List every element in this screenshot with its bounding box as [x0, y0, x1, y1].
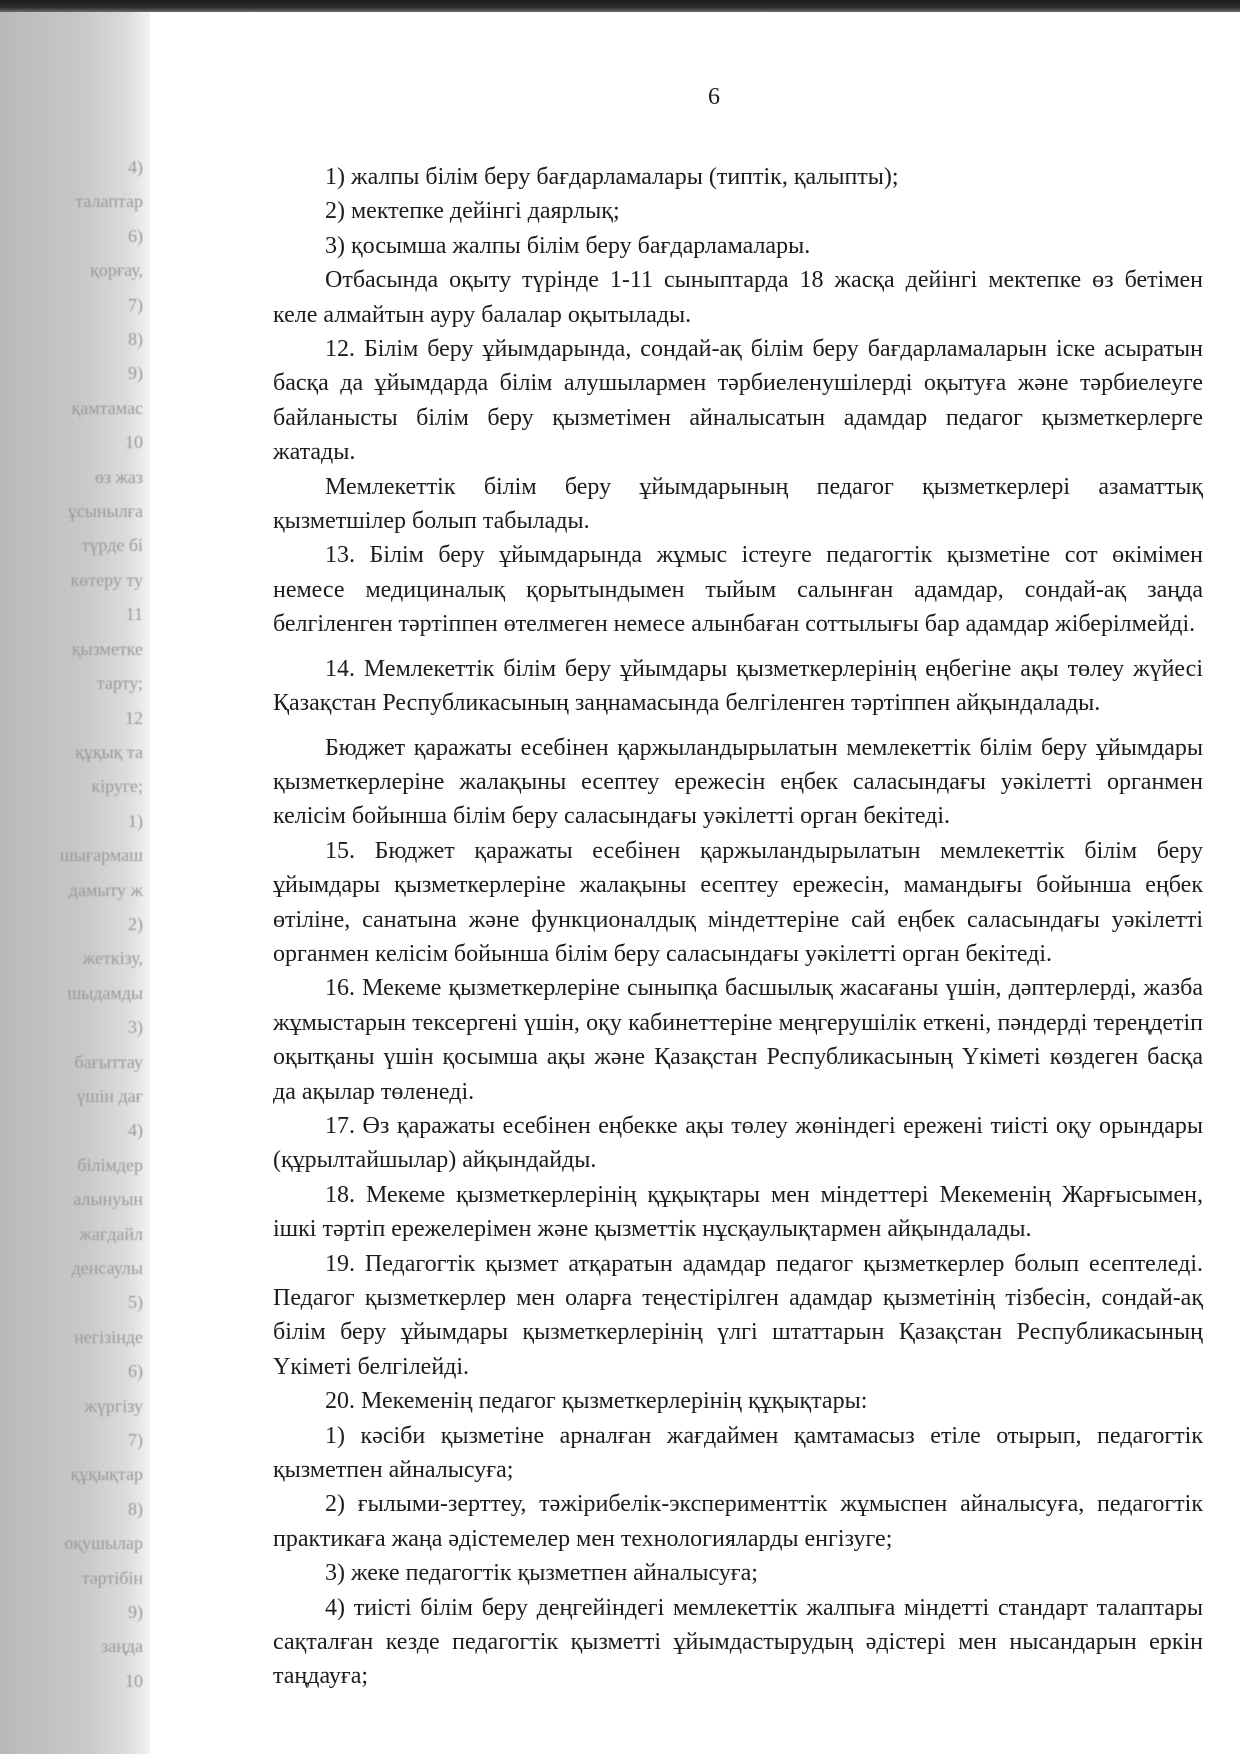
margin-fragment: 1)	[128, 810, 143, 831]
paragraph: 2) мектепке дейінгі даярлық;	[325, 198, 620, 225]
paragraph: 17. Өз қаражаты есебінен еңбекке ақы төлеу жөніндегі ережені тиісті оқу орындары (құрылтайшылар) айқындайды.	[273, 1112, 1203, 1174]
facing-page-fragments	[0, 150, 145, 1691]
margin-fragment: кіруге;	[91, 776, 143, 797]
margin-fragment: талаптар	[75, 191, 143, 212]
paragraph: 2) ғылыми-зерттеу, тәжірибелік-эксперименттік жұмыспен айналысуға, педагогтік практикаға жаңа әдістемелер мен технологияларды енгізуге;	[273, 1491, 1203, 1552]
paragraph: Отбасында оқыту түрінде 1-11 сыныптарда 18 жасқа дейінгі мектепке өз бетімен келе алмайтын ауру балалар оқытылады.	[273, 267, 1203, 328]
margin-fragment: 6)	[128, 1361, 143, 1382]
margin-fragment: 12	[125, 707, 143, 728]
paragraph: 18. Мекеме қызметкерлерінің құқықтары мен міндеттері Мекеменің Жарғысымен, ішкі тәртіп ережелерімен және қызметтік нұсқаулықтармен айқындалады.	[273, 1181, 1203, 1243]
margin-fragment: денсаулы	[71, 1258, 143, 1278]
margin-fragment: 6)	[128, 225, 143, 246]
margin-fragment: 10	[125, 1670, 143, 1691]
paragraph: 14. Мемлекеттік білім беру ұйымдары қызметкерлерінің еңбегіне ақы төлеу жүйесі Қазақстан Республикасының заңнамасында белгіленген тәртіппен айқындалады.	[273, 655, 1203, 717]
document-body	[273, 160, 1203, 1694]
margin-fragment: көтеру ту	[70, 569, 143, 590]
paragraph: 1) кәсіби қызметіне арналған жағдаймен қамтамасыз етіле отырып, педагогтік қызметпен айналысуға;	[273, 1422, 1203, 1484]
document-page	[150, 12, 1240, 1754]
margin-fragment: алынуын	[73, 1189, 143, 1210]
paragraph: 4) тиісті білім беру деңгейіндегі мемлекеттік жалпыға міндетті стандарт талаптары сақталған кезде педагогтік қызметті ұйымдастырудың әдістері мен нысандарын еркін таңдауға;	[273, 1594, 1203, 1690]
margin-fragment: 8)	[128, 329, 143, 350]
margin-fragment: 9)	[128, 363, 143, 384]
margin-fragment: 3)	[128, 1017, 143, 1038]
margin-fragment: 7)	[128, 294, 143, 315]
margin-fragment: түрде бі	[81, 535, 143, 556]
margin-fragment: өз жаз	[94, 466, 143, 487]
margin-fragment: қорғау,	[90, 260, 143, 281]
margin-fragment: ұсынылға	[67, 501, 143, 522]
margin-fragment: бағыттау	[74, 1051, 143, 1072]
margin-fragment: тәртібін	[81, 1567, 143, 1588]
margin-fragment: шыдамды	[67, 982, 143, 1003]
margin-fragment: білімдер	[77, 1154, 143, 1175]
margin-fragment: 2)	[128, 913, 143, 934]
margin-fragment: құқық та	[75, 741, 143, 762]
page-number: 6	[708, 84, 720, 110]
margin-fragment: оқушылар	[64, 1533, 143, 1554]
scan-top-edge	[0, 0, 1240, 12]
margin-fragment: 4)	[128, 1120, 143, 1141]
margin-fragment: дамыту ж	[68, 879, 143, 900]
margin-fragment: 4)	[128, 157, 143, 177]
margin-fragment: 5)	[128, 1292, 143, 1313]
margin-fragment: жағдайл	[79, 1223, 143, 1244]
margin-fragment: үшін дағ	[76, 1085, 143, 1106]
paragraph: 3) қосымша жалпы білім беру бағдарламалары.	[325, 232, 811, 259]
paragraph: 1) жалпы білім беру бағдарламалары (типтік, қалыпты);	[325, 164, 899, 190]
paragraph: Бюджет қаражаты есебінен қаржыландырылатын мемлекеттік білім беру ұйымдары қызметкерлеріне жалақыны есептеу ережесін еңбек саласындағы уәкілетті органмен келісім бойынша білім беру саласындағы уәкілетті орган бекітеді.	[273, 734, 1203, 830]
paragraph: Мемлекеттік білім беру ұйымдарының педагог қызметкерлері азаматтық қызметшілер болып табылады.	[273, 473, 1203, 535]
margin-fragment: құқықтар	[70, 1464, 143, 1485]
margin-fragment: шығармаш	[59, 845, 143, 866]
margin-fragment: 10	[125, 432, 143, 453]
paragraph: 20. Мекеменің педагог қызметкерлерінің құқықтары:	[325, 1388, 868, 1415]
margin-fragment: заңда	[101, 1636, 143, 1657]
margin-fragment: жүргізу	[84, 1395, 143, 1416]
margin-fragment: 11	[125, 604, 143, 625]
margin-fragment: негізінде	[74, 1326, 143, 1347]
margin-fragment: 9)	[128, 1602, 143, 1623]
margin-fragment: 7)	[128, 1430, 143, 1451]
margin-fragment: жеткізу,	[82, 948, 143, 969]
margin-fragment: тарту;	[96, 673, 143, 694]
paragraph: 13. Білім беру ұйымдарында жұмыс істеуге педагогтік қызметіне сот өкімімен немесе медициналық қорытындымен тыйым салынған адамдар, сондай-ақ заңда белгіленген тәртіппен өтелмеген немесе алынбаған соттылығы бар адамдар жіберілмейді.	[273, 542, 1203, 638]
margin-fragment: қызметке	[71, 638, 143, 659]
paragraph: 15. Бюджет қаражаты есебінен қаржыландырылатын мемлекеттік білім беру ұйымдары қызметкерлеріне жалақыны есептеу ережесін, мамандығы бойынша еңбек өтіліне, санатына және функционалдық міндеттеріне сай еңбек саласындағы уәкілетті органмен келісім бойынша білім беру саласындағы уәкілетті орган бекітеді.	[273, 837, 1203, 967]
margin-fragment: қамтамас	[71, 397, 143, 418]
paragraph: 3) жеке педагогтік қызметпен айналысуға;	[325, 1560, 758, 1587]
paragraph: 19. Педагогтік қызмет атқаратын адамдар педагог қызметкерлер болып есептеледі. Педагог қызметкерлер мен оларға теңестірілген адамдар қызметінің тізбесін, сондай-ақ білім беру ұйымдары қызметкерлерінің үлгі штаттарын Қазақстан Республикасының Үкіметі белгілейді.	[273, 1250, 1203, 1380]
paragraph: 12. Білім беру ұйымдарында, сондай-ақ білім беру бағдарламаларын іске асыратын басқа да ұйымдарда білім алушылармен тәрбиеленушілерді оқытуға және тәрбиелеуге байланысты білім беру қызметімен айналысатын адамдар педагог қызметкерлерге жатады.	[273, 336, 1203, 466]
margin-fragment: 8)	[128, 1498, 143, 1519]
paragraph: 16. Мекеме қызметкерлеріне сыныпқа басшылық жасағаны үшін, дәптерлерді, жазба жұмыстарын тексергені үшін, оқу кабинеттеріне меңгерушілік еткені, пәндерді тереңдетіп оқытқаны үшін қосымша ақы және Қазақстан Республикасының Үкіметі көздеген басқа да ақылар төленеді.	[273, 975, 1203, 1105]
